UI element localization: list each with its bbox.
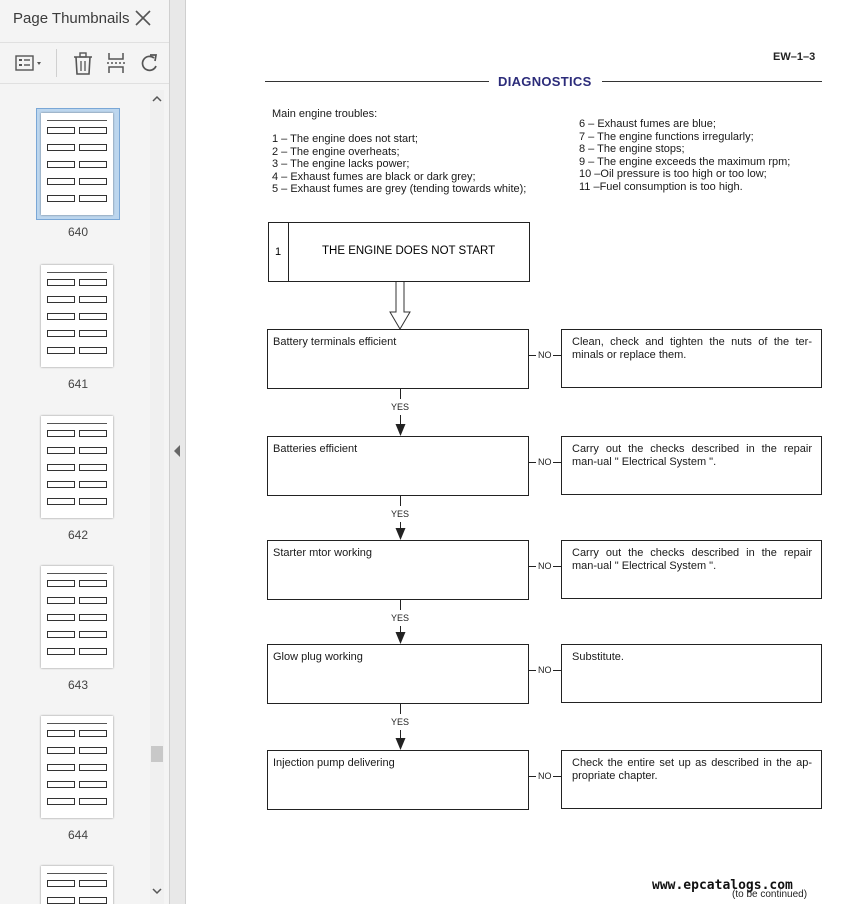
no-connector	[553, 670, 561, 671]
mini-box	[47, 730, 75, 737]
action-box	[561, 750, 822, 809]
mini-box	[79, 296, 107, 303]
mini-box	[47, 464, 75, 471]
check-box	[267, 436, 529, 496]
mini-box	[79, 161, 107, 168]
page-thumbnail[interactable]	[36, 861, 120, 904]
page-thumbnail[interactable]	[36, 108, 120, 220]
trouble-item: 5 – Exhaust fumes are grey (tending towards white);	[272, 183, 527, 195]
thumbnail-page-preview	[41, 113, 113, 215]
no-connector	[553, 462, 561, 463]
trouble-item: 10 –Oil pressure is too high or too low;	[579, 168, 767, 180]
continued-note: (to be continued)	[732, 889, 808, 900]
trouble-item: 11 –Fuel consumption is too high.	[579, 180, 743, 193]
no-connector	[529, 776, 536, 777]
mini-box	[47, 614, 75, 621]
scroll-down-arrow-icon[interactable]	[150, 884, 164, 898]
yes-connector	[400, 704, 401, 714]
page-thumbnail[interactable]	[36, 711, 120, 823]
trouble-item: 6 – Exhaust fumes are blue;	[579, 118, 716, 130]
thumbnail-page-preview	[41, 265, 113, 367]
mini-box	[47, 580, 75, 587]
yes-label: YES	[391, 613, 410, 623]
yes-label: YES	[391, 402, 410, 412]
page-thumbnail[interactable]	[36, 411, 120, 523]
mini-box	[79, 747, 107, 754]
thumbnail-page-number: 643	[67, 678, 89, 692]
no-label: NO	[538, 771, 552, 781]
mini-box	[47, 430, 75, 437]
mini-box	[79, 279, 107, 286]
check-box	[267, 750, 529, 810]
yes-connector	[400, 496, 401, 506]
watermark: www.epcatalogs.com	[652, 878, 793, 893]
trash-icon[interactable]	[72, 49, 94, 77]
close-icon[interactable]	[133, 8, 153, 28]
thumbnail-page-preview	[41, 566, 113, 668]
no-label: NO	[538, 350, 552, 360]
mini-box	[79, 631, 107, 638]
trouble-item: 8 – The engine stops;	[579, 143, 685, 155]
mini-box	[47, 764, 75, 771]
start-box-divider	[288, 223, 289, 281]
heading-rule-right	[602, 81, 822, 82]
mini-line	[47, 723, 107, 724]
heading-rule-left	[265, 81, 489, 82]
mini-box	[47, 897, 75, 904]
action-box	[561, 436, 822, 495]
mini-box	[47, 447, 75, 454]
no-connector	[529, 462, 536, 463]
action-box	[561, 540, 822, 599]
hollow-down-arrow	[389, 282, 411, 330]
mini-box	[47, 296, 75, 303]
panel-header	[0, 0, 169, 38]
trouble-item: 7 – The engine functions irregularly;	[579, 130, 754, 143]
mini-box	[47, 631, 75, 638]
yes-connector	[400, 600, 401, 610]
yes-label: YES	[391, 717, 410, 727]
thumbnail-page-number: 641	[67, 377, 89, 391]
check-text: Injection pump delivering	[273, 757, 395, 769]
check-box	[267, 540, 529, 600]
thumbnails-panel	[0, 0, 169, 904]
thumbnail-page-preview	[41, 866, 113, 904]
mini-box	[47, 481, 75, 488]
check-text: Glow plug working	[273, 651, 363, 663]
no-connector	[529, 670, 536, 671]
no-connector	[553, 355, 561, 356]
check-box	[267, 644, 529, 704]
extract-pages-icon[interactable]	[105, 49, 127, 77]
down-arrow-icon	[395, 415, 407, 436]
panel-title: Page Thumbnails	[13, 10, 130, 27]
mini-box	[79, 781, 107, 788]
list-view-icon[interactable]	[14, 49, 46, 77]
mini-box	[47, 597, 75, 604]
mini-box	[79, 597, 107, 604]
mini-box	[47, 178, 75, 185]
action-text: Carry out the checks described in the repair man-ual " Electrical System ".	[572, 443, 812, 468]
mini-box	[47, 144, 75, 151]
mini-box	[79, 144, 107, 151]
mini-box	[79, 498, 107, 505]
mini-box	[47, 195, 75, 202]
mini-box	[79, 764, 107, 771]
mini-box	[79, 730, 107, 737]
action-box	[561, 644, 822, 703]
down-arrow-icon	[395, 730, 407, 750]
mini-box	[79, 880, 107, 887]
no-connector	[553, 566, 561, 567]
mini-box	[47, 498, 75, 505]
collapse-panel-icon[interactable]	[173, 444, 181, 458]
thumbnail-page-preview	[41, 416, 113, 518]
mini-box	[79, 897, 107, 904]
action-text: Clean, check and tighten the nuts of the ter-minals or replace them.	[572, 336, 812, 361]
thumbnail-page-number: 640	[67, 225, 89, 239]
trouble-item: 1 – The engine does not start;	[272, 133, 418, 145]
no-label: NO	[538, 457, 552, 467]
mini-box	[47, 330, 75, 337]
section-heading: DIAGNOSTICS	[498, 74, 592, 89]
mini-box	[47, 279, 75, 286]
no-connector	[553, 776, 561, 777]
down-arrow-icon	[395, 522, 407, 540]
mini-box	[79, 481, 107, 488]
mini-line	[47, 423, 107, 424]
mini-box	[79, 330, 107, 337]
mini-box	[47, 161, 75, 168]
yes-connector	[400, 389, 401, 399]
thumbnail-page-number: 642	[67, 528, 89, 542]
check-text: Starter mtor working	[273, 547, 373, 559]
start-box-number: 1	[275, 246, 282, 258]
mini-box	[47, 313, 75, 320]
mini-box	[47, 781, 75, 788]
scrollbar-thumb[interactable]	[151, 746, 163, 762]
mini-box	[79, 648, 107, 655]
mini-box	[47, 347, 75, 354]
mini-box	[47, 747, 75, 754]
mini-line	[47, 272, 107, 273]
scroll-up-arrow-icon[interactable]	[150, 92, 164, 106]
toolbar-separator	[56, 49, 57, 77]
rotate-icon[interactable]	[138, 49, 160, 77]
check-text: Batteries efficient	[273, 443, 358, 455]
action-box	[561, 329, 822, 388]
mini-box	[79, 614, 107, 621]
mini-line	[47, 573, 107, 574]
page-thumbnail[interactable]	[36, 260, 120, 372]
down-arrow-icon	[395, 626, 407, 644]
mini-box	[47, 798, 75, 805]
no-connector	[529, 355, 536, 356]
start-box-title: THE ENGINE DOES NOT START	[322, 245, 496, 257]
action-text: Substitute.	[572, 651, 624, 663]
mini-box	[79, 195, 107, 202]
check-text: Battery terminals efficient	[273, 336, 397, 348]
start-box	[268, 222, 530, 282]
thumbnail-list	[0, 90, 150, 904]
thumbnail-page-preview	[41, 716, 113, 818]
mini-box	[79, 430, 107, 437]
mini-box	[79, 313, 107, 320]
trouble-item: 4 – Exhaust fumes are black or dark grey;	[272, 170, 476, 183]
action-text: Check the entire set up as described in the ap-propriate chapter.	[572, 757, 812, 782]
mini-box	[79, 798, 107, 805]
no-label: NO	[538, 561, 552, 571]
document-page	[186, 0, 865, 904]
mini-box	[79, 178, 107, 185]
mini-box	[47, 648, 75, 655]
trouble-item: 9 – The engine exceeds the maximum rpm;	[579, 155, 791, 168]
mini-box	[79, 447, 107, 454]
mini-box	[47, 127, 75, 134]
mini-box	[47, 880, 75, 887]
action-text: Carry out the checks described in the repair man-ual " Electrical System ".	[572, 547, 812, 572]
trouble-item: 2 – The engine overheats;	[272, 145, 400, 158]
mini-line	[47, 873, 107, 874]
mini-box	[79, 127, 107, 134]
no-label: NO	[538, 665, 552, 675]
mini-line	[47, 120, 107, 121]
mini-box	[79, 580, 107, 587]
troubles-intro: Main engine troubles:	[272, 108, 378, 120]
page-thumbnail[interactable]	[36, 561, 120, 673]
page-code: EW–1–3	[773, 51, 816, 63]
yes-label: YES	[391, 509, 410, 519]
thumbnail-page-number: 644	[67, 828, 89, 842]
mini-box	[79, 464, 107, 471]
mini-box	[79, 347, 107, 354]
trouble-item: 3 – The engine lacks power;	[272, 158, 410, 170]
thumbnail-scrollbar[interactable]	[150, 90, 164, 904]
check-box	[267, 329, 529, 389]
no-connector	[529, 566, 536, 567]
thumbnail-toolbar	[0, 42, 169, 84]
